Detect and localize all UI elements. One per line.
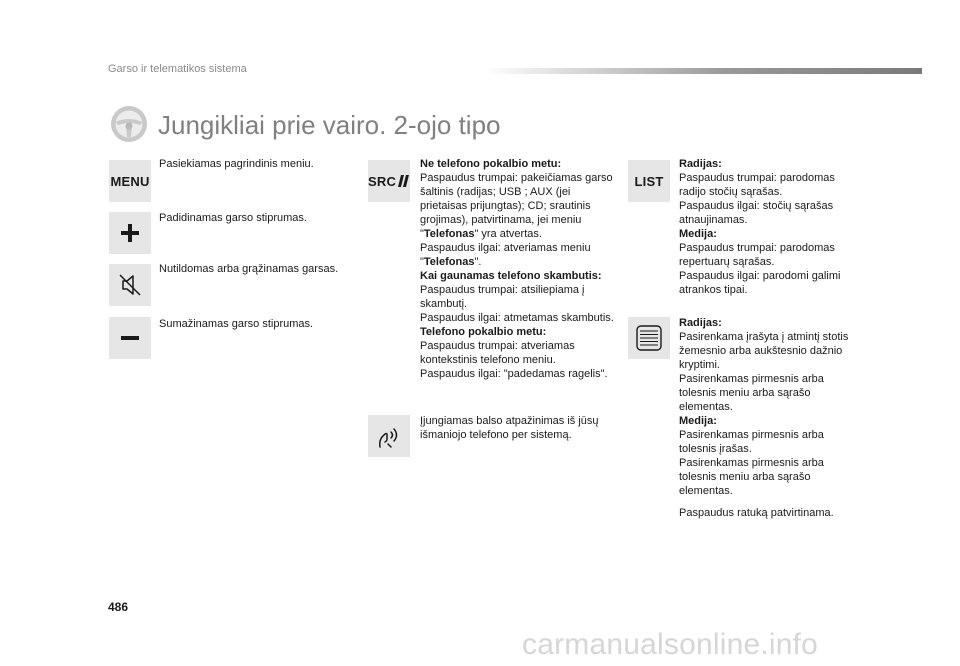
thumbwheel-icon	[628, 317, 670, 359]
watermark: carmanualsonline.info	[522, 628, 819, 661]
thumbwheel-description: Radijas: Pasirenkama įrašyta į atmintį stotis žemesnio arba aukštesnio dažnio kryptimi. Pasirenkamas pirmesnis arba tolesnis meniu arba sąrašo elementas. Medija: Pasirenkamas pirmesnis arba tolesnis įrašas. Pasirenkamas pirmesnis arba tolesnis meniu arba sąrašo elementas. Paspaudus ratuką patvirtinama.	[679, 317, 849, 519]
wheel-heading-media: Medija:	[679, 415, 717, 427]
voice-command-icon	[368, 415, 410, 457]
wheel-heading-radio: Radijas:	[679, 317, 722, 329]
mute-description: Nutildomas arba grąžinamas garsas.	[159, 263, 339, 275]
src-button-icon: SRC	[368, 160, 410, 202]
header-divider-bar	[484, 68, 922, 74]
page-title: Jungikliai prie vairo. 2-ojo tipo	[158, 110, 501, 140]
src-heading-not-on-call: Ne telefono pokalbio metu:	[420, 158, 562, 170]
plus-icon	[109, 212, 151, 254]
src-heading-during-call: Telefono pokalbio metu:	[420, 326, 547, 338]
src-description: Ne telefono pokalbio metu: Paspaudus trumpai: pakeičiamas garso šaltinis (radijas; USB ; AUX (jei prietaisas prijungtas); CD; srautinis grojimas), patvirtinama, jei meniu "Telefonas" yra atvertas. Paspaudus ilgai: atveriamas meniu "Telefonas". Kai gaunamas telefono skambutis: Paspaudus trumpai: atsiliepiama į skambutį. Paspaudus ilgai: atmetamas skambutis. Telefono pokalbio metu: Paspaudus trumpai: atveriamas kontekstinis telefono meniu. Paspaudus ilgai: "padedamas ragelis".	[420, 158, 614, 380]
menu-button-icon: MENU	[109, 160, 151, 202]
list-button-icon: LIST	[628, 160, 670, 202]
volume-down-description: Sumažinamas garso stiprumas.	[159, 318, 314, 330]
list-description: Radijas: Paspaudus trumpai: parodomas radijo stočių sąrašas. Paspaudus ilgai: stočių sąrašas atnaujinamas. Medija: Paspaudus trumpai: parodomas repertuarų sąrašas. Paspaudus ilgai: parodomi galimi atrankos tipai.	[679, 158, 841, 296]
list-heading-media: Medija:	[679, 228, 717, 240]
steering-wheel-icon	[110, 105, 148, 143]
voice-description: Įjungiamas balso atpažinimas iš jūsų išmaniojo telefono per sistemą.	[420, 415, 599, 441]
page-number: 486	[108, 600, 129, 614]
src-heading-incoming-call: Kai gaunamas telefono skambutis:	[420, 270, 602, 282]
list-heading-radio: Radijas:	[679, 158, 722, 170]
minus-icon	[109, 317, 151, 359]
section-header: Garso ir telematikos sistema	[108, 63, 247, 75]
mute-icon	[109, 264, 151, 306]
menu-description: Pasiekiamas pagrindinis meniu.	[159, 158, 314, 170]
volume-up-description: Padidinamas garso stiprumas.	[159, 212, 307, 224]
